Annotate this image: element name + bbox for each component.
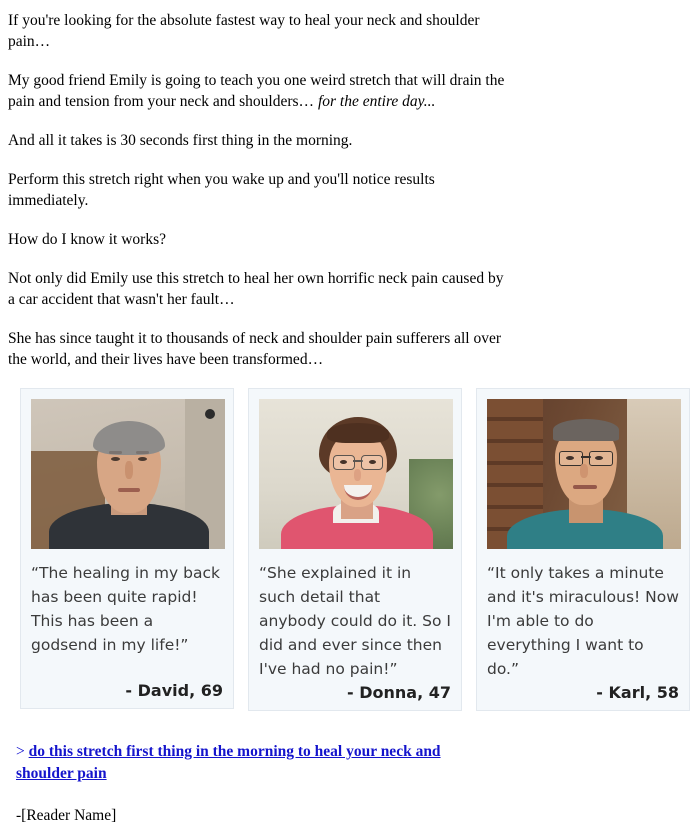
cta-link[interactable]: do this stretch first thing in the morning to heal your neck and shoulder pain [16, 743, 441, 782]
signature-line: -[Reader Name] [16, 807, 117, 824]
testimonial-photo-karl [487, 399, 681, 549]
testimonial-card [20, 388, 234, 709]
paragraph-3: And all it takes is 30 seconds first thing in the morning. [8, 132, 353, 149]
paragraph-2-emphasis: for the entire day... [317, 93, 436, 110]
testimonial-quote: “The healing in my back has been quite rapid! This has been a godsend in my life!” [31, 564, 220, 654]
portrait-older-man-illustration [31, 399, 225, 549]
cta-prefix: > [16, 743, 25, 760]
testimonial-card [476, 388, 690, 711]
paragraph-4: Perform this stretch right when you wake up and you'll notice results immediately. [8, 171, 435, 209]
paragraph-7: She has since taught it to thousands of neck and shoulder pain sufferers all over the world, and their lives have been transformed… [8, 330, 502, 368]
testimonial-attribution: - Karl, 58 [596, 683, 679, 702]
wall-spot-icon [205, 409, 215, 419]
paragraph-2 [8, 70, 508, 112]
paragraph-5: How do I know it works? [8, 231, 166, 248]
email-copy [8, 10, 698, 370]
testimonial-photo-donna [259, 399, 453, 549]
testimonial-photo-david [31, 399, 225, 549]
testimonial-attribution: - Donna, 47 [347, 683, 451, 702]
testimonial-quote: “She explained it in such detail that anybody could do it. So I did and ever since then I've had no pain!” [259, 564, 451, 678]
paragraph-1: If you're looking for the absolute fastest way to heal your neck and shoulder pain… [8, 12, 480, 50]
testimonial-row [20, 388, 698, 711]
portrait-man-glasses-illustration [487, 399, 681, 549]
paragraph-6: Not only did Emily use this stretch to heal her own horrific neck pain caused by a car accident that wasn't her fault… [8, 270, 504, 308]
paragraph-2-text: My good friend Emily is going to teach you one weird stretch that will drain the pain and tension from your neck and shoulders… [8, 72, 505, 110]
portrait-woman-glasses-illustration [259, 399, 453, 549]
testimonial-attribution: - David, 69 [125, 681, 223, 700]
testimonial-quote: “It only takes a minute and it's miraculous! Now I'm able to do everything I want to do.” [487, 564, 679, 678]
testimonial-card [248, 388, 462, 711]
cta-block [16, 741, 486, 785]
